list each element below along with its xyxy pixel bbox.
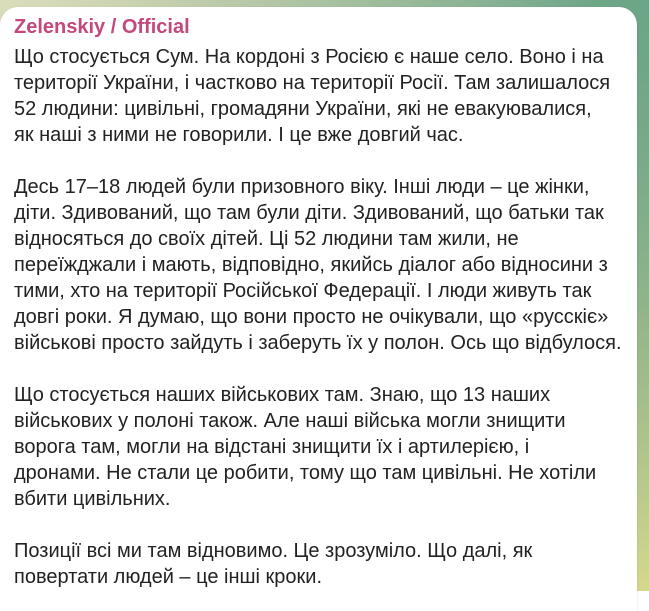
message-paragraph <box>14 382 615 512</box>
message-line: Що стосується наших військових там. Знаю, що 13 наших <box>14 384 551 406</box>
message-paragraph <box>14 538 615 590</box>
message-paragraph <box>14 44 615 148</box>
message-line: як наші з ними не говорили. І це вже довгий час. <box>14 124 464 146</box>
message-line: дронами. Не стали це робити, тому що там цивільні. Не хотіли <box>14 462 597 484</box>
message-paragraph <box>14 174 622 356</box>
message-line: переїжджали і мають, відповідно, якийсь діалог або відносини з <box>14 254 608 276</box>
message-text <box>14 44 622 590</box>
message-line: діти. Здивований, що там були діти. Здивований, що батьки так <box>14 202 604 224</box>
message-line: Що стосується Сум. На кордоні з Росією є наше село. Воно і на <box>14 46 604 68</box>
message-line: Десь 17–18 людей були призовного віку. Інші люди – це жінки, <box>14 176 590 198</box>
message-line: тими, хто на території Російської Федерації. І люди живуть так <box>14 280 592 302</box>
message-line: території України, і частково на території Росії. Там залишалося <box>14 72 611 94</box>
message-line: ворога там, могли на відстані знищити їх і артилерією, і <box>14 436 530 458</box>
message-line: довгі роки. Я думаю, що вони просто не очікували, що «русскіє» <box>14 306 609 328</box>
channel-name[interactable]: Zelenskiy / Official <box>14 16 190 38</box>
message-line: 52 людини: цивільні, громадяни України, які не евакуювалися, <box>14 98 592 120</box>
message-line: військових у полоні також. Але наші війська могли знищити <box>14 410 566 432</box>
message-bubble <box>0 7 637 611</box>
message-line: військові просто зайдуть і заберуть їх у полон. Ось що відбулося. <box>14 332 622 354</box>
message-line: повертати людей – це інші кроки. <box>14 566 323 588</box>
message-line: Позиції всі ми там відновимо. Це зрозуміло. Що далі, як <box>14 540 533 562</box>
message-line: відносяться до своїх дітей. Ці 52 людини там жили, не <box>14 228 519 250</box>
message-line: вбити цивільних. <box>14 488 171 510</box>
